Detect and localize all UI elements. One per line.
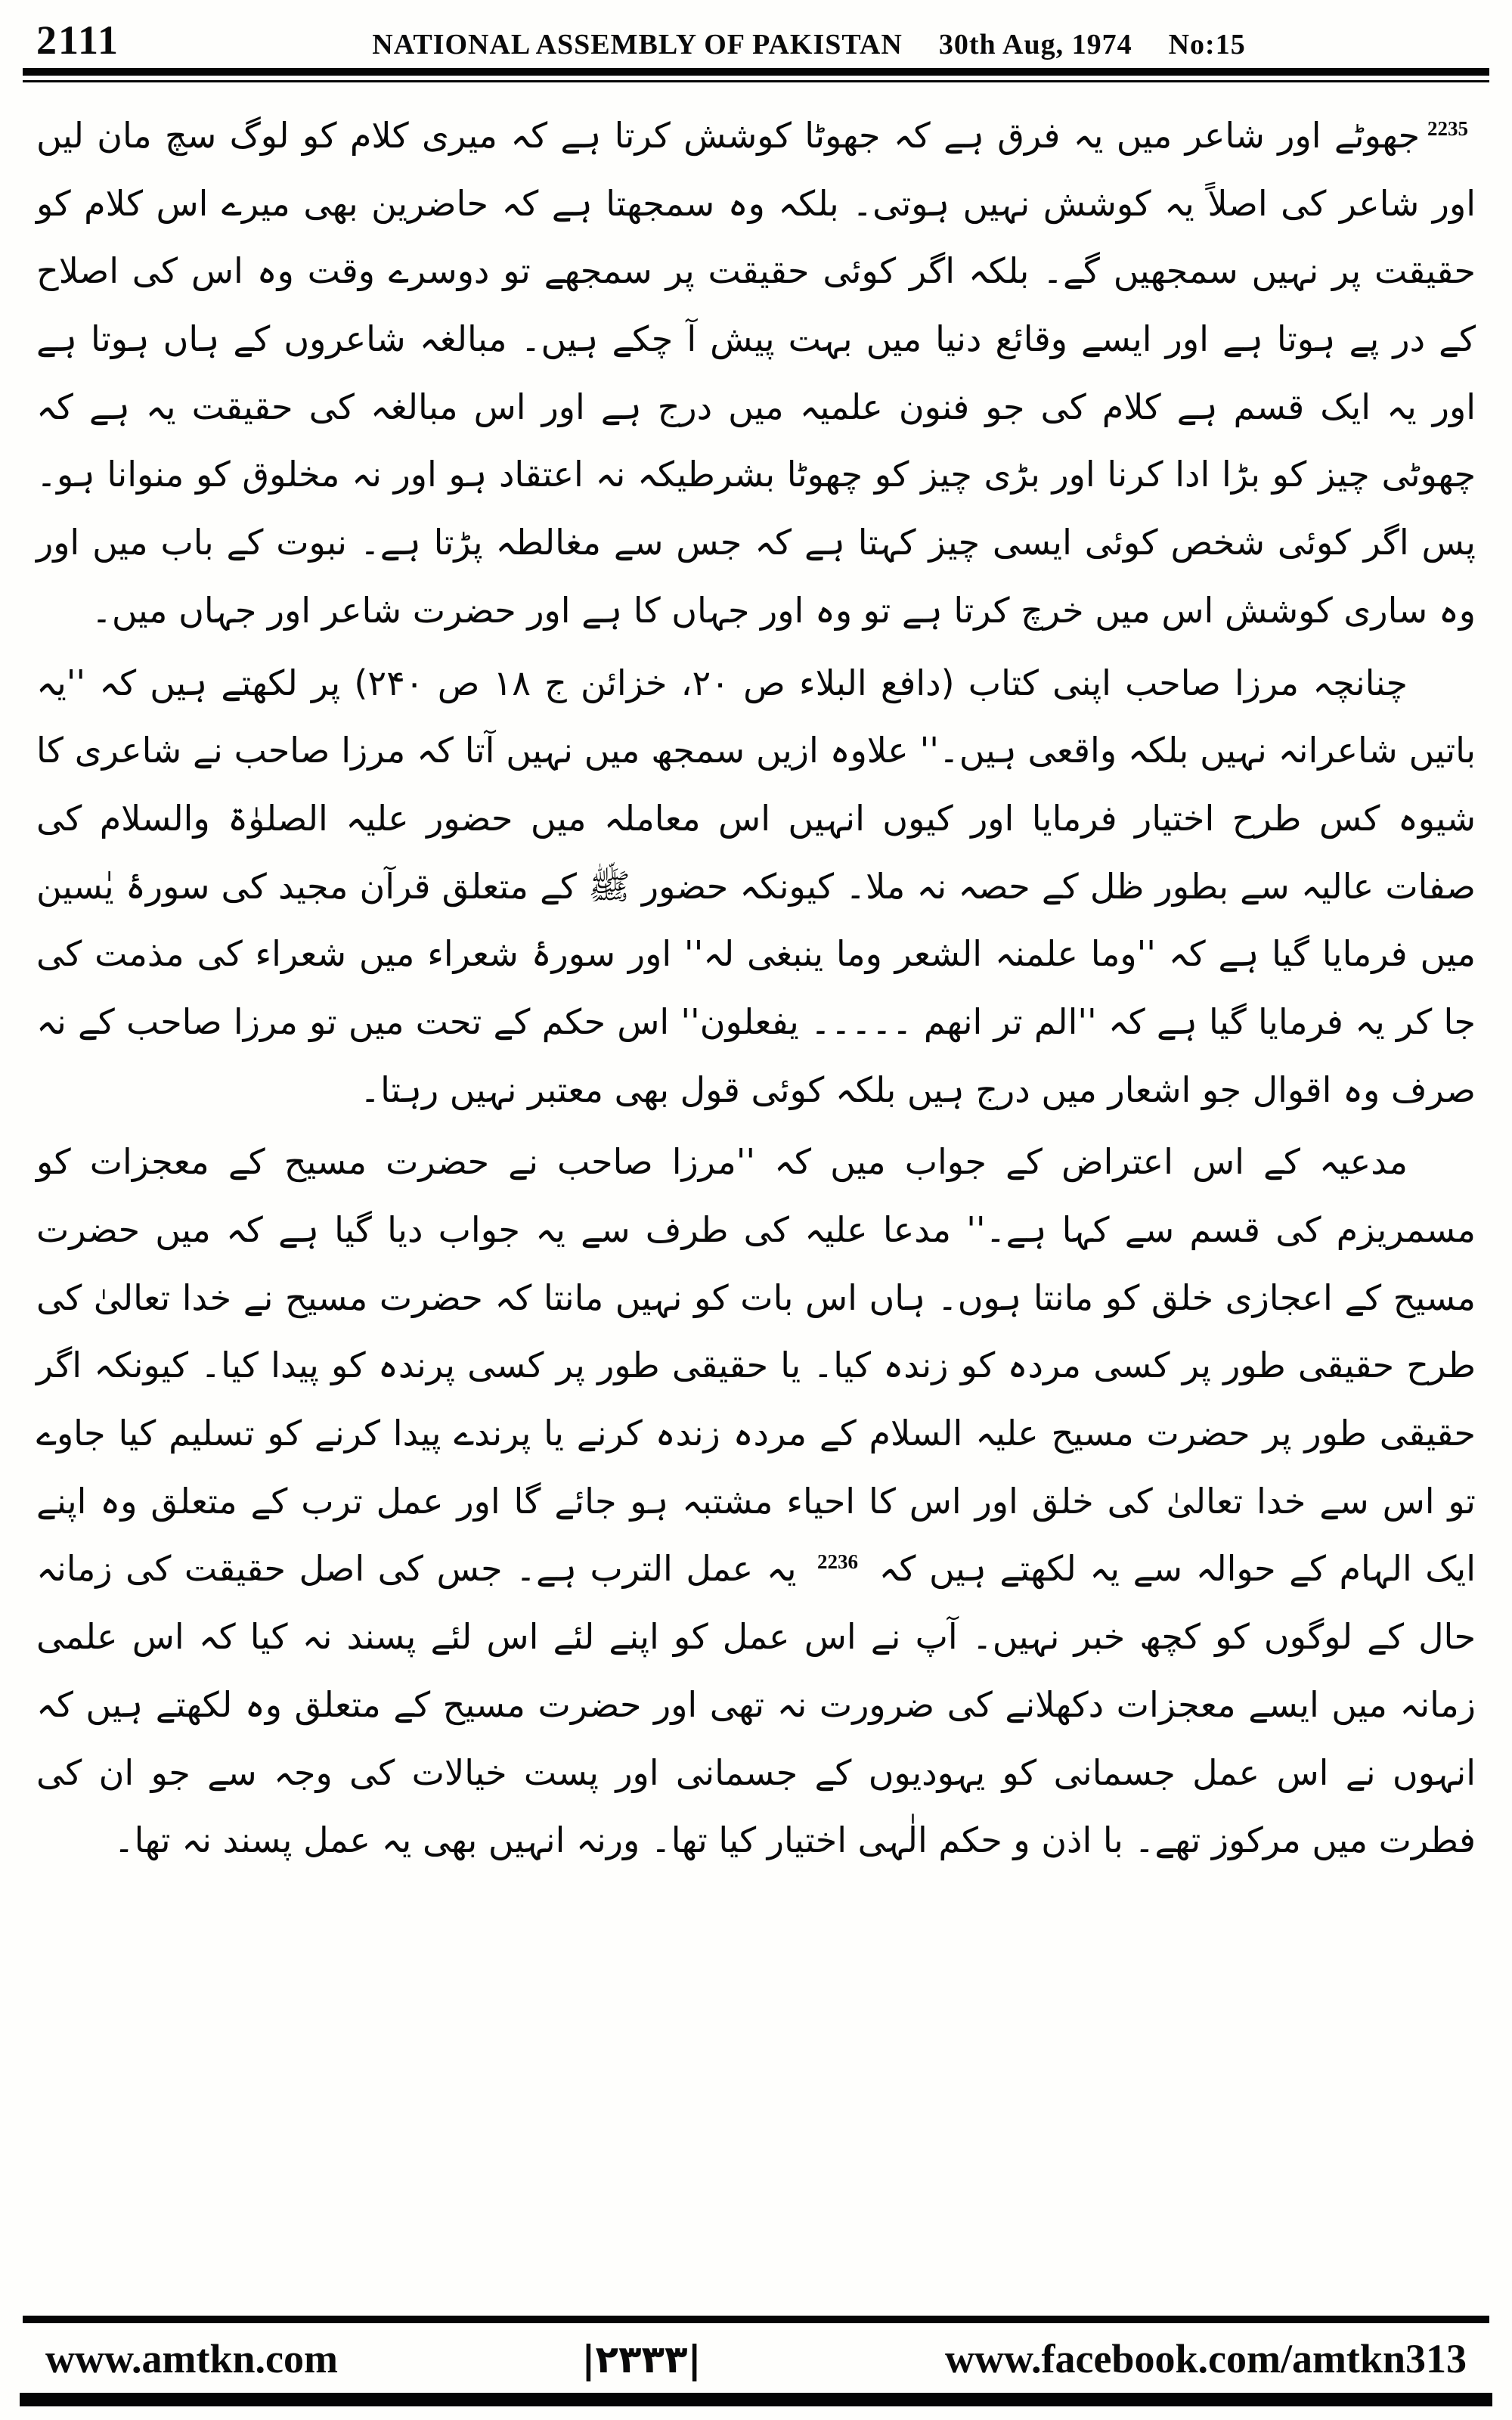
header-date: 30th Aug, 1974: [938, 29, 1132, 60]
footer-row: [0, 2323, 1512, 2393]
issue-number: No:15: [1168, 29, 1246, 60]
page-number: 2111: [36, 17, 120, 63]
paragraph-3-text-before: مدعیہ کے اس اعتراض کے جواب میں کہ ''مرزا صاحب نے حضرت مسیح کے معجزات کو مسمریزم کی قسم سے کہا ہے۔'' مدعا علیہ کی طرف سے یہ جواب دیا گیا ہے کہ میں حضرت مسیح کے اعجازی خلق کو مانتا ہوں۔ ہاں اس بات کو نہیں مانتا کہ حضرت مسیح نے خدا تعالیٰ کی طرح حقیقی طور پر کسی مردہ کو زندہ کیا۔ یا حقیقی طور پر کسی پرندہ کو پیدا کیا۔ کیونکہ اگر حقیقی طور پر حضرت مسیح علیہ السلام کے مردہ زندہ کرنے یا پرندے پیدا کرنے کو تسلیم کیا جاوے تو اس سے خدا تعالیٰ کی خلق اور اس کا احیاء مشتبہ ہو جائے گا اور عمل ترب کے متعلق وہ اپنے ایک الہام کے حوالہ سے یہ لکھتے ہیں کہ: [36, 1141, 1476, 1590]
header-title-block: [203, 28, 1415, 61]
paragraph-1-text: جھوٹے اور شاعر میں یہ فرق ہے کہ جھوٹا کوشش کرتا ہے کہ میری کلام کو لوگ سچ مان لیں اور شاعر کی اصلاً یہ کوشش نہیں ہوتی۔ بلکہ وہ سمجھتا ہے کہ حاضرین بھی میرے اس کلام کو حقیقت پر نہیں سمجھیں گے۔ بلکہ اگر کوئی حقیقت پر سمجھے تو دوسرے وقت وہ اس کی اصلاح کے در پے ہوتا ہے اور ایسے وقائع دنیا میں بہت پیش آ چکے ہیں۔ مبالغہ شاعروں کے ہاں ہوتا ہے اور یہ ایک قسم ہے کلام کی جو فنون علمیہ میں درج ہے اور اس مبالغہ کی حقیقت یہ ہے کہ چھوٹی چیز کو بڑا ادا کرنا اور بڑی چیز کو چھوٹا بشرطیکہ نہ اعتقاد ہو اور نہ مخلوق کو منوانا ہو۔ پس اگر کوئی شخص کوئی ایسی چیز کہتا ہے کہ جس سے مغالطہ پڑتا ہے۔ نبوت کے باب میں اور وہ ساری کوشش اس میں خرچ کرتا ہے تو وہ اور جہاں کا ہے اور حضرت شاعر اور جہاں میں۔: [36, 115, 1476, 631]
facebook-url: www.facebook.com/amtkn313: [945, 2336, 1467, 2381]
footer-rule-bottom: [20, 2393, 1492, 2406]
urdu-paragraph-2: [36, 650, 1476, 1125]
urdu-page-number: |۲۳۳۳|: [581, 2338, 702, 2381]
paragraph-3-text-after: یہ عمل الترب ہے۔ جس کی اصل حقیقت کی زمانہ حال کے لوگوں کو کچھ خبر نہیں۔ آپ نے اس عمل کو اپنے لئے اس لئے پسند نہ کیا کہ اس علمی زمانہ میں ایسے معجزات دکھلانے کی ضرورت نہ تھی اور حضرت مسیح کے متعلق وہ لکھتے ہیں کہ انہوں نے اس عمل جسمانی کو یہودیوں کے جسمانی اور پست خیالات کی وجہ سے جو ان کی فطرت میں مرکوز تھے۔ با اذن و حکم الٰہی اختیار کیا تھا۔ ورنہ انہیں بھی یہ عمل پسند نہ تھا۔: [36, 1548, 1476, 1861]
urdu-paragraph-3: [36, 1128, 1476, 1875]
page-footer: [0, 2316, 1512, 2420]
website-url: www.amtkn.com: [45, 2336, 338, 2381]
paragraph-2-text: چنانچہ مرزا صاحب اپنی کتاب (دافع البلاء ص ۲۰، خزائن ج ۱۸ ص ۲۴۰) پر لکھتے ہیں کہ ''یہ باتیں شاعرانہ نہیں بلکہ واقعی ہیں۔'' علاوہ ازیں سمجھ میں نہیں آتا کہ مرزا صاحب نے شاعری کا شیوہ کس طرح اختیار فرمایا اور کیوں انہیں اس معاملہ میں حضور علیہ الصلوٰۃ والسلام کی صفات عالیہ سے بطور ظل کے حصہ نہ ملا۔ کیونکہ حضور ﷺ کے متعلق قرآن مجید کی سورۂ یٰسین میں فرمایا گیا ہے کہ ''وما علمنہ الشعر وما ینبغی لہ'' اور سورۂ شعراء میں شعراء کی مذمت کی جا کر یہ فرمایا گیا ہے کہ ''الم تر انھم ۔۔۔۔۔ یفعلون'' اس حکم کے تحت میں تو مرزا صاحب کے نہ صرف وہ اقوال جو اشعار میں درج ہیں بلکہ کوئی قول بھی معتبر نہیں رہتا۔: [36, 662, 1476, 1110]
footer-rule-top: [23, 2316, 1489, 2323]
urdu-body-text: [0, 82, 1512, 2268]
page-header: [0, 0, 1512, 68]
urdu-paragraph-1: [36, 102, 1476, 645]
assembly-title: NATIONAL ASSEMBLY OF PAKISTAN: [372, 29, 903, 60]
footnote-ref-2236: 2236: [817, 1550, 859, 1574]
footnote-ref-2235: 2235: [1427, 116, 1468, 140]
header-rule-thick: [23, 68, 1489, 76]
